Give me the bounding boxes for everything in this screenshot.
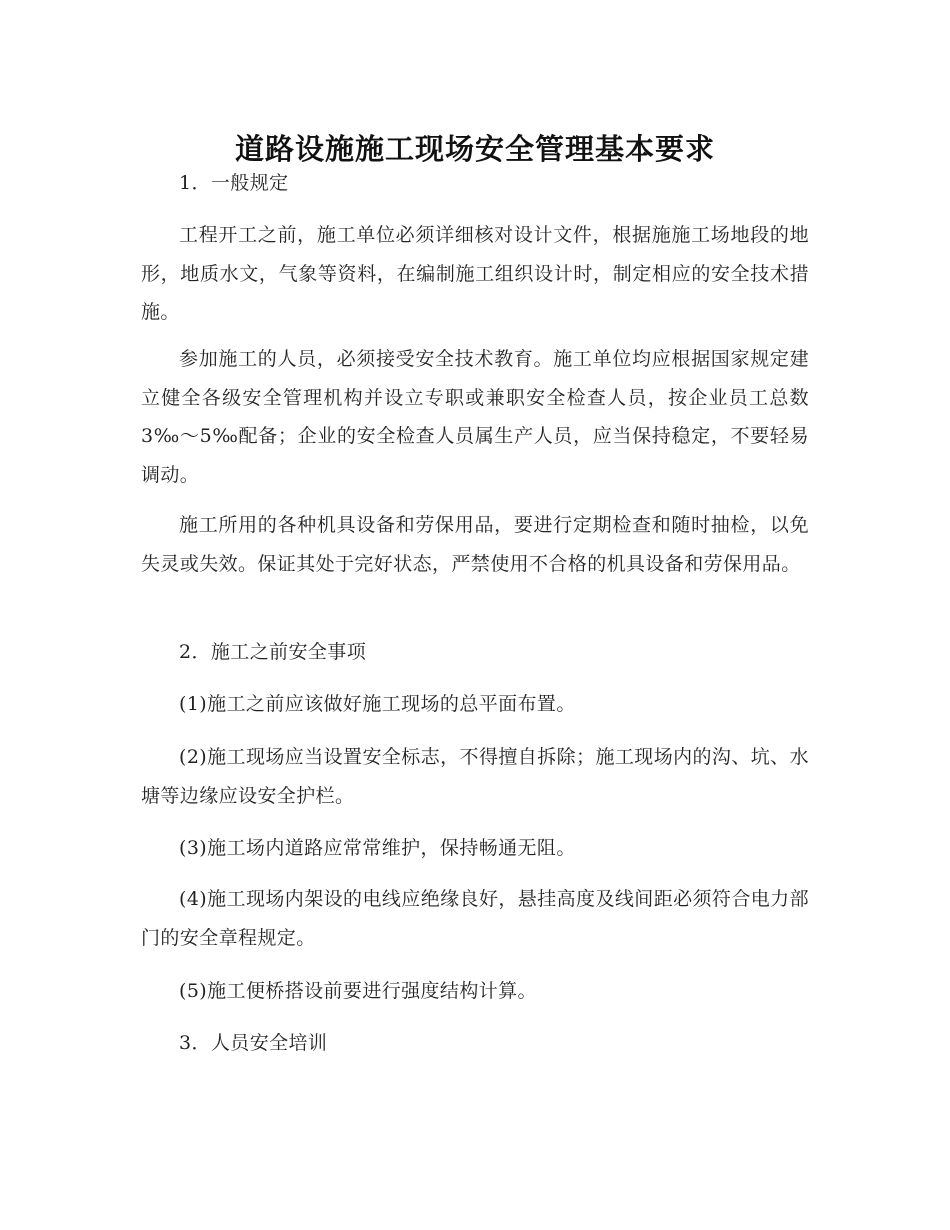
paragraph-equipment: 施工所用的各种机具设备和劳保用品，要进行定期检查和随时抽检，以免失灵或失效。保证其处于完好状态，严禁使用不合格的机具设备和劳保用品。 [141,514,809,575]
paragraph-preparation: 工程开工之前，施工单位必须详细核对设计文件，根据施施工场地段的地形，地质水文，气象等资料，在编制施工组织设计时，制定相应的安全技术措施。 [141,224,809,323]
section-heading-general: 1．一般规定 [179,172,289,194]
document-title: 道路设施施工现场安全管理基本要求 [234,132,715,167]
paragraph-training: 参加施工的人员，必须接受安全技术教育。施工单位均应根据国家规定建立健全各级安全管理机构并设立专职或兼职安全检查人员，按企业员工总数3‰～5‰配备；企业的安全检查人员属生产人员，应当保持稳定，不要轻易调动。 [141,348,809,486]
list-item-4: (4)施工现场内架设的电线应绝缘良好，悬挂高度及线间距必须符合电力部门的安全章程规定。 [141,888,809,949]
list-item-2: (2)施工现场应当设置安全标志，不得擅自拆除；施工现场内的沟、坑、水塘等边缘应设安全护栏。 [141,746,809,807]
section-heading-pre-construction: 2．施工之前安全事项 [179,641,367,663]
list-item-1: (1)施工之前应该做好施工现场的总平面布置。 [179,693,576,715]
list-item-5: (5)施工便桥搭设前要进行强度结构计算。 [179,980,537,1002]
section-heading-personnel: 3．人员安全培训 [179,1032,328,1054]
list-item-3: (3)施工场内道路应常常维护，保持畅通无阻。 [179,837,576,859]
